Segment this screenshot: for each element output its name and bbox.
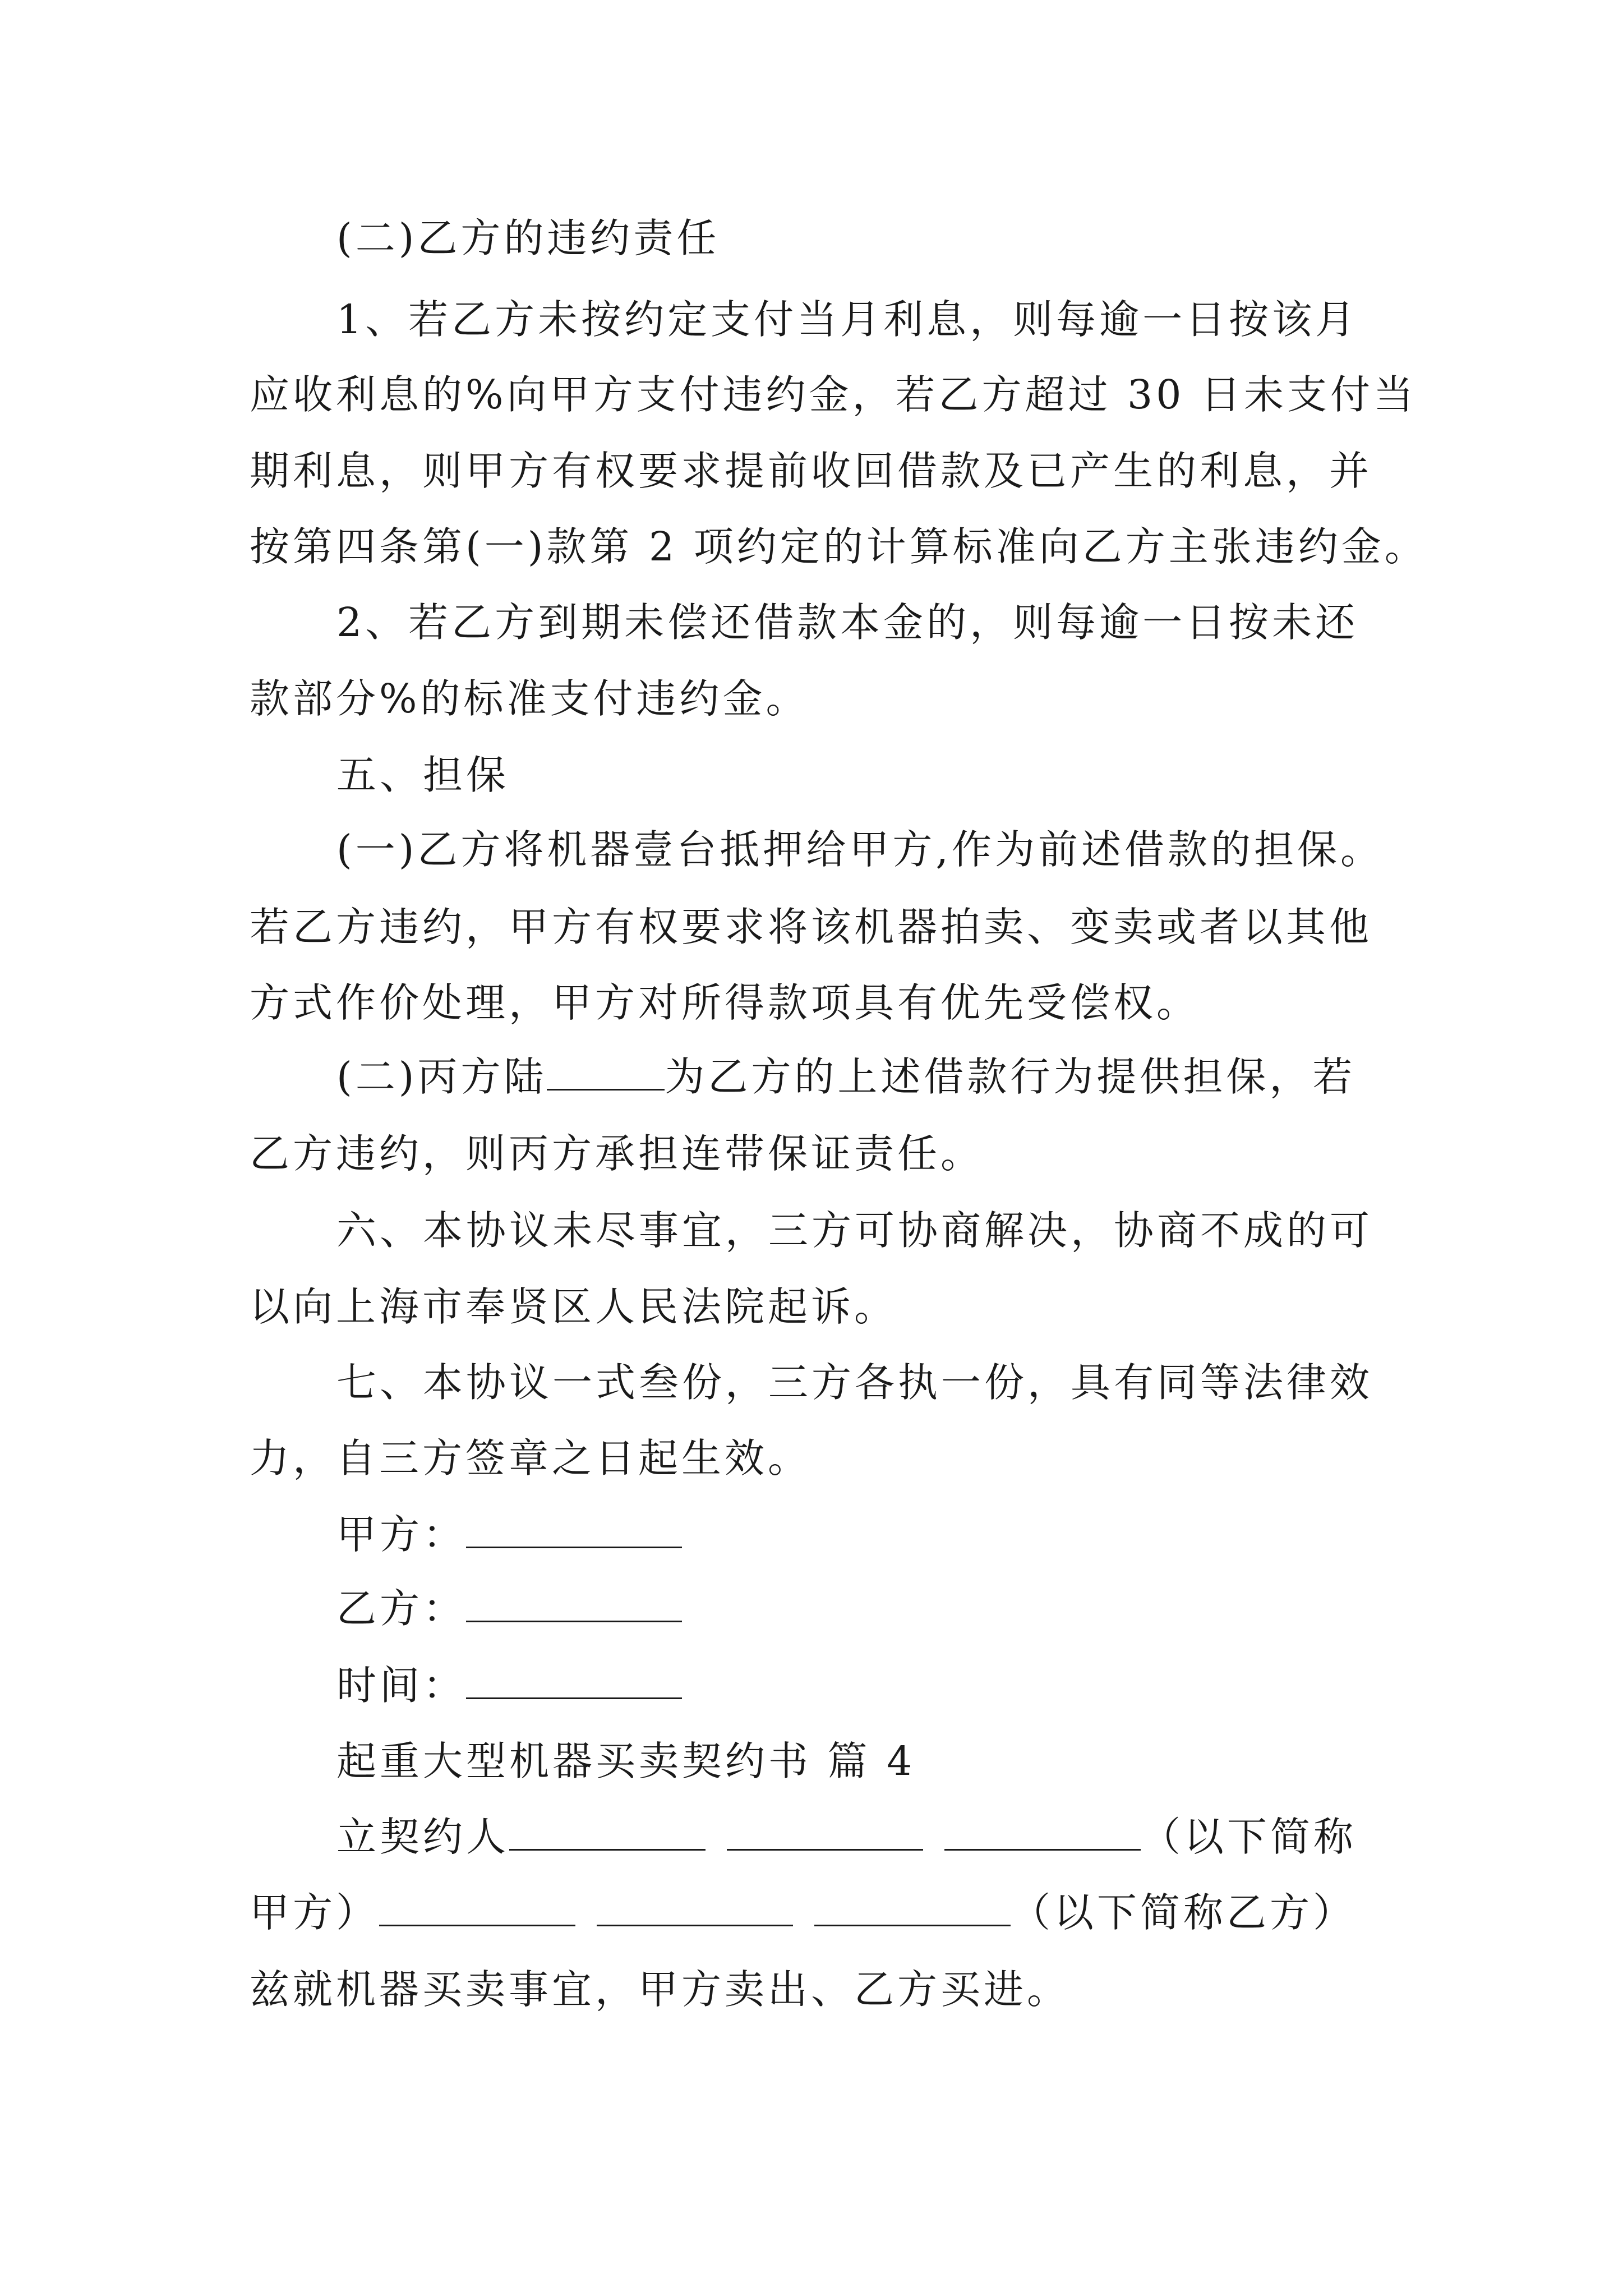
text: 乙方：: [336, 1585, 467, 1632]
text: 五、担保: [336, 752, 510, 798]
signature-line-date: [336, 1658, 682, 1714]
signature-line-party-b: [336, 1581, 682, 1637]
text: 2、若乙方到期未偿还借款本金的，则每逾一日按未还: [336, 599, 1359, 646]
paragraph-line: [336, 292, 1358, 348]
fill-in-blank: [379, 1885, 575, 1926]
text: 乙方违约，则丙方承担连带保证责任。: [250, 1130, 984, 1177]
text: 方式作价处理，甲方对所得款项具有优先受偿权。: [250, 979, 1200, 1026]
paragraph-line: [336, 1809, 1357, 1865]
paragraph-line: [336, 1049, 1355, 1105]
text: 七、本协议一式叁份，三方各执一份，具有同等法律效: [336, 1359, 1373, 1406]
text: 应收利息的%向甲方支付违约金，若乙方超过 30 日未支付当: [250, 371, 1417, 418]
fill-in-blank: [509, 1810, 706, 1851]
paragraph-line: [336, 1355, 1373, 1411]
paragraph-line: [336, 595, 1358, 651]
text: 甲方：: [336, 1511, 467, 1558]
paragraph-line: [336, 1203, 1373, 1259]
paragraph-line: [250, 1430, 811, 1487]
text: 若乙方违约，甲方有权要求将该机器拍卖、变卖或者以其他: [250, 904, 1373, 950]
section-title-contract-4: [336, 1733, 915, 1789]
paragraph-line: [250, 1885, 1356, 1941]
fill-in-blank: [597, 1885, 793, 1926]
paragraph-line: [250, 443, 1372, 499]
text: (二)乙方的违约责任: [336, 215, 720, 261]
paragraph-line: [336, 822, 1384, 878]
text: （以下简称乙方）: [1011, 1889, 1357, 1936]
text: 六、本协议未尽事宜，三方可协商解决，协商不成的可: [336, 1207, 1373, 1254]
signature-line-party-a: [336, 1507, 682, 1563]
text: （以下简称: [1141, 1814, 1357, 1860]
fill-in-blank: [727, 1810, 923, 1851]
paragraph-line: [250, 367, 1417, 423]
text: 兹就机器买卖事宜，甲方卖出、乙方买进。: [250, 1966, 1071, 2013]
paragraph-line: [250, 671, 809, 727]
fill-in-blank: [547, 1050, 665, 1091]
paragraph-line: [250, 1126, 984, 1182]
fill-in-blank: [466, 1507, 682, 1548]
text: 立契约人: [336, 1814, 510, 1860]
text: 以向上海市奉贤区人民法院起诉。: [250, 1283, 898, 1330]
text: 为乙方的上述借款行为提供担保，若: [665, 1053, 1356, 1100]
text: 款部分%的标准支付违约金。: [250, 675, 809, 722]
fill-in-blank: [944, 1810, 1141, 1851]
text: (二)丙方陆: [336, 1053, 547, 1100]
fill-in-blank: [466, 1658, 682, 1699]
text: (一)乙方将机器壹台抵押给甲方,作为前述借款的担保。: [336, 826, 1384, 873]
text: 力，自三方签章之日起生效。: [250, 1435, 811, 1481]
text: 时间：: [336, 1662, 467, 1709]
paragraph-line: [250, 975, 1200, 1031]
fill-in-blank: [466, 1581, 682, 1622]
fill-in-blank: [814, 1885, 1011, 1926]
text: 起重大型机器买卖契约书 篇 4: [336, 1738, 916, 1784]
text: 1、若乙方未按约定支付当月利息，则每逾一日按该月: [336, 296, 1359, 343]
paragraph-line: [250, 1962, 1070, 2018]
paragraph-line: [250, 1279, 897, 1335]
text: 甲方）: [250, 1889, 380, 1936]
section-heading-party-b-liability: [336, 210, 720, 266]
section-heading-guarantee: [336, 747, 509, 803]
text: 期利息，则甲方有权要求提前收回借款及已产生的利息，并: [250, 448, 1373, 494]
paragraph-line: [250, 519, 1428, 575]
paragraph-line: [250, 899, 1372, 955]
text: 按第四条第(一)款第 2 项约定的计算标准向乙方主张违约金。: [250, 523, 1428, 570]
